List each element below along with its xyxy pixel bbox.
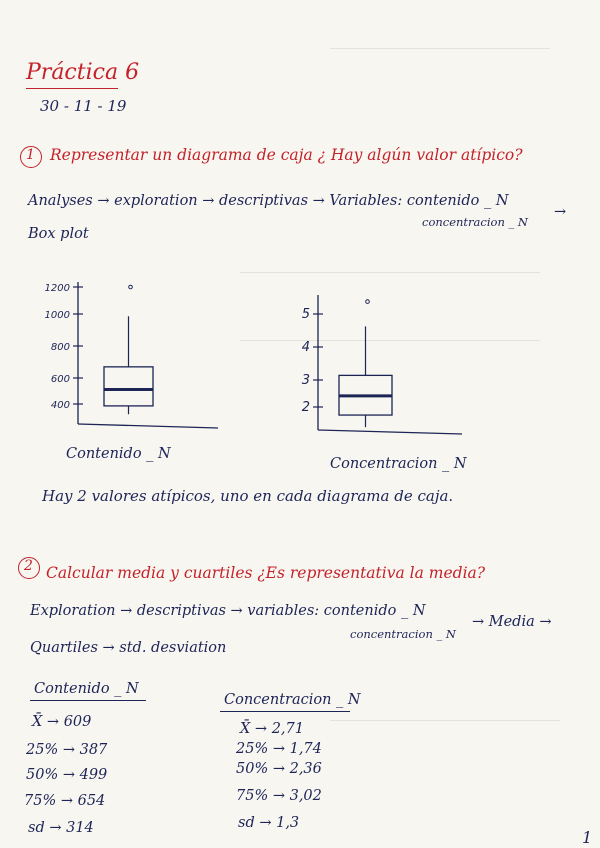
iqr-box [104,367,153,406]
stats-col-2-q3: 75% → 3,02 [236,788,322,804]
y-tick-label: 600 [50,374,70,385]
outlier-point [129,285,133,289]
stats-col-1-median: 50% → 499 [26,767,108,783]
q2-menu-path: Exploration → descriptivas → variables: contenido _ N [30,603,426,619]
y-tick-label: 400 [50,400,70,411]
stats-col-2-header: Concentracion _ N [224,692,361,708]
q1-menu-path-2: Box plot [28,226,89,242]
stats-col-1-q3: 75% → 654 [24,793,106,809]
stats-col-2-median: 50% → 2,36 [236,761,322,777]
y-tick-label: 5 [301,307,310,322]
q2-menu-path-tail: → Media → [472,614,552,630]
q1-menu-arrow: → [554,204,567,220]
stats-col-1-underline [30,700,146,701]
question-2-text: Calcular media y cuartiles ¿Es representativa la media? [46,564,486,582]
stats-col-1-header: Contenido _ N [34,681,139,697]
stats-col-1-q1: 25% → 387 [26,742,108,758]
stats-col-1-sd: sd → 314 [28,820,94,836]
stats-col-2-underline [220,711,350,712]
box-plot-2-xlabel: Concentracion _ N [330,456,467,472]
stats-col-1-mean: X̄ → 609 [32,714,92,730]
y-tick-label: 4 [301,340,310,355]
question-1-number: 1 [26,147,35,163]
stats-col-2-mean: X̄ → 2,71 [240,721,304,737]
date: 30 - 11 - 19 [40,97,127,115]
y-tick-label: 1000 [44,310,70,321]
stats-col-2-sd: sd → 1,3 [238,815,300,831]
x-axis-line [318,430,462,434]
outlier-point [366,300,370,304]
q1-menu-path-sub: concentracion _ N [422,215,528,229]
q1-menu-path: Analyses → exploration → descriptivas → Variables: contenido _ N [28,193,509,209]
question-1-text: Representar un diagrama de caja ¿ Hay algún valor atípico? [50,146,523,164]
x-axis-line [78,424,218,428]
stats-col-2-q1: 25% → 1,74 [236,741,322,757]
box-plot-1-xlabel: Contenido _ N [66,446,171,462]
y-tick-label: 2 [301,400,310,415]
y-tick-label: 3 [301,373,310,388]
question-2-number: 2 [24,558,33,574]
page-title: Práctica 6 [26,60,140,85]
y-tick-label: 800 [50,342,70,353]
y-tick-label: 1200 [44,283,70,294]
q2-menu-path-sub: concentracion _ N [350,627,456,641]
q1-answer: Hay 2 valores atípicos, uno en cada diagrama de caja. [42,487,454,505]
page-number: 1 [582,828,593,847]
q2-menu-path-2: Quartiles → std. desviation [30,640,227,656]
